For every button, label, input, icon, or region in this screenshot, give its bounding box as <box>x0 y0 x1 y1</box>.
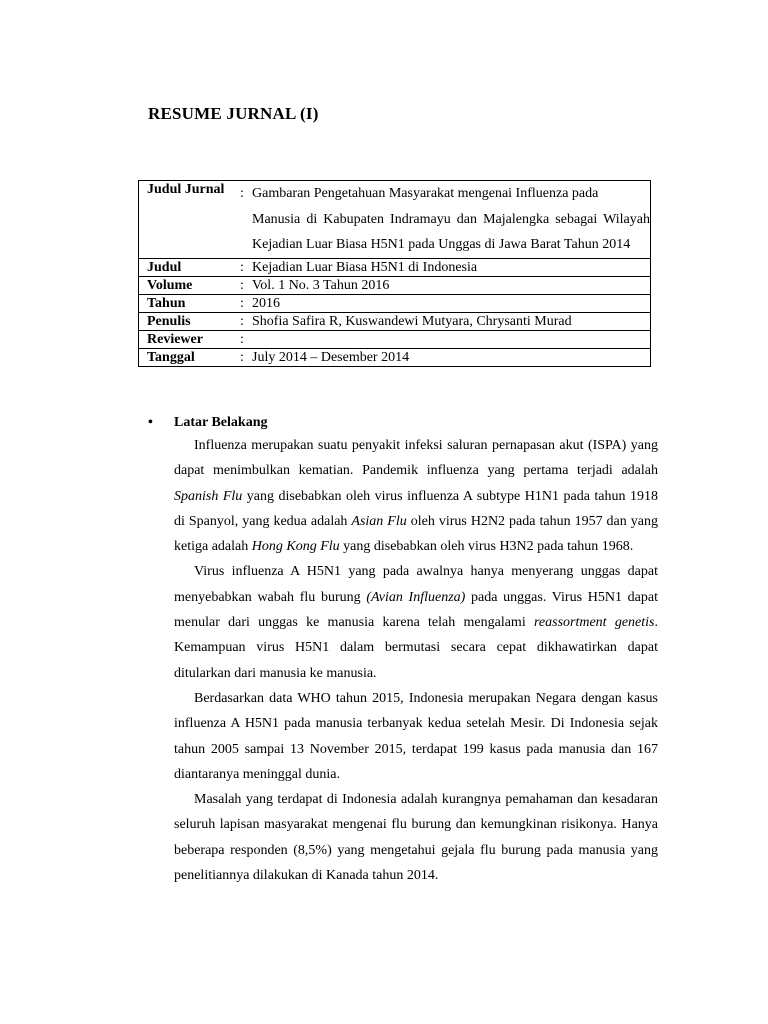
document-title: RESUME JURNAL (I) <box>148 104 319 123</box>
value-text: July 2014 – Desember 2014 <box>252 349 410 365</box>
value-volume: : Vol. 1 No. 3 Tahun 2016 <box>232 276 651 294</box>
italic-term: Hong Kong Flu <box>251 539 340 555</box>
value-reviewer: : <box>232 330 651 348</box>
text: Berdasarkan data WHO tahun 2015, Indonesia merupakan Negara dengan kasus influenza A H5N1 pada manusia terbanyak kedua setelah Mesir. Di Indonesia sejak tahun 2005 sampai 13 November 2015, terdapat 199 kasus pada manusia dan 167 diantaranya meninggal dunia. <box>174 690 658 782</box>
paragraph-4 <box>148 787 658 888</box>
table-row <box>139 258 651 276</box>
value-judul: : Kejadian Luar Biasa H5N1 di Indonesia <box>232 258 651 276</box>
paragraph-2 <box>148 559 658 685</box>
value-text: 2016 <box>252 295 280 311</box>
table-row <box>139 312 651 330</box>
paragraph-3 <box>148 686 658 787</box>
value-tanggal: : July 2014 – Desember 2014 <box>232 348 651 366</box>
text: yang disebabkan oleh virus influenza A subtype H1N1 pada tahun 1918 di Spanyol, yang kedua adalah <box>174 488 659 529</box>
table-row <box>139 276 651 294</box>
text: pada unggas. Virus H5N1 dapat menular dari unggas ke manusia karena telah mengalami <box>174 589 658 631</box>
italic-term: Spanish Flu <box>174 488 243 504</box>
text: . Kemampuan virus H5N1 dalam bermutasi secara cepat dikhawatirkan dapat ditularkan dari manusia ke manusia. <box>174 615 658 681</box>
table-row <box>139 330 651 348</box>
value-judul-jurnal: : Gambaran Pengetahuan Masyarakat mengenai Influenza pada Manusia di Kabupaten Indramayu dan Majalengka sebagai Wilayah Kejadian Luar Biasa H5N1 pada Unggas di Jawa Barat Tahun 2014 <box>232 181 651 259</box>
text: yang disebabkan oleh virus H3N2 pada tahun 1968. <box>339 539 634 555</box>
label-judul-jurnal: Judul Jurnal <box>139 181 233 259</box>
label-penulis: Penulis <box>139 312 233 330</box>
table-row <box>139 294 651 312</box>
label-reviewer: Reviewer <box>139 330 233 348</box>
italic-term: reassortment genetis <box>533 615 655 631</box>
value-tahun: : 2016 <box>232 294 651 312</box>
journal-info-table <box>138 180 651 367</box>
value-text: Kejadian Luar Biasa H5N1 di Indonesia <box>252 259 478 275</box>
label-tanggal: Tanggal <box>139 348 233 366</box>
italic-term: (Avian Influenza) <box>366 589 466 605</box>
bullet-icon: • <box>148 415 153 430</box>
italic-term: Asian Flu <box>351 513 407 529</box>
value-text: Vol. 1 No. 3 Tahun 2016 <box>252 277 390 293</box>
section-heading <box>148 413 658 433</box>
latar-belakang-section <box>148 413 658 888</box>
label-judul: Judul <box>139 258 233 276</box>
table-row <box>139 181 651 259</box>
text: Influenza merupakan suatu penyakit infeksi saluran pernapasan akut (ISPA) yang dapat menimbulkan kematian. Pandemik influenza yang pertama terjadi adalah <box>174 438 658 479</box>
text: oleh virus H2N2 pada tahun 1957 dan yang ketiga adalah <box>174 513 658 555</box>
value-text: Shofia Safira R, Kuswandewi Mutyara, Chrysanti Murad <box>252 313 572 329</box>
section-heading-text: Latar Belakang <box>174 415 268 430</box>
judul-jurnal-rest: Manusia di Kabupaten Indramayu dan Majalengka sebagai Wilayah Kejadian Luar Biasa H5N1 pada Unggas di Jawa Barat Tahun 2014 <box>252 211 650 252</box>
text: Virus influenza A H5N1 yang pada awalnya hanya menyerang unggas dapat menyebabkan wabah flu burung <box>174 564 658 605</box>
label-volume: Volume <box>139 276 233 294</box>
text: Masalah yang terdapat di Indonesia adalah kurangnya pemahaman dan kesadaran seluruh lapisan masyarakat mengenai flu burung dan kemungkinan risikonya. Hanya beberapa responden (8,5%) yang mengetahui gejala flu burung pada manusia yang penelitiannya dilakukan di Kanada tahun 2014. <box>174 792 658 884</box>
judul-jurnal-line1: Gambaran Pengetahuan Masyarakat mengenai Influenza pada <box>252 186 599 201</box>
value-penulis: : Shofia Safira R, Kuswandewi Mutyara, Chrysanti Murad <box>232 312 651 330</box>
label-tahun: Tahun <box>139 294 233 312</box>
table-row <box>139 348 651 366</box>
paragraph-1 <box>148 433 658 559</box>
